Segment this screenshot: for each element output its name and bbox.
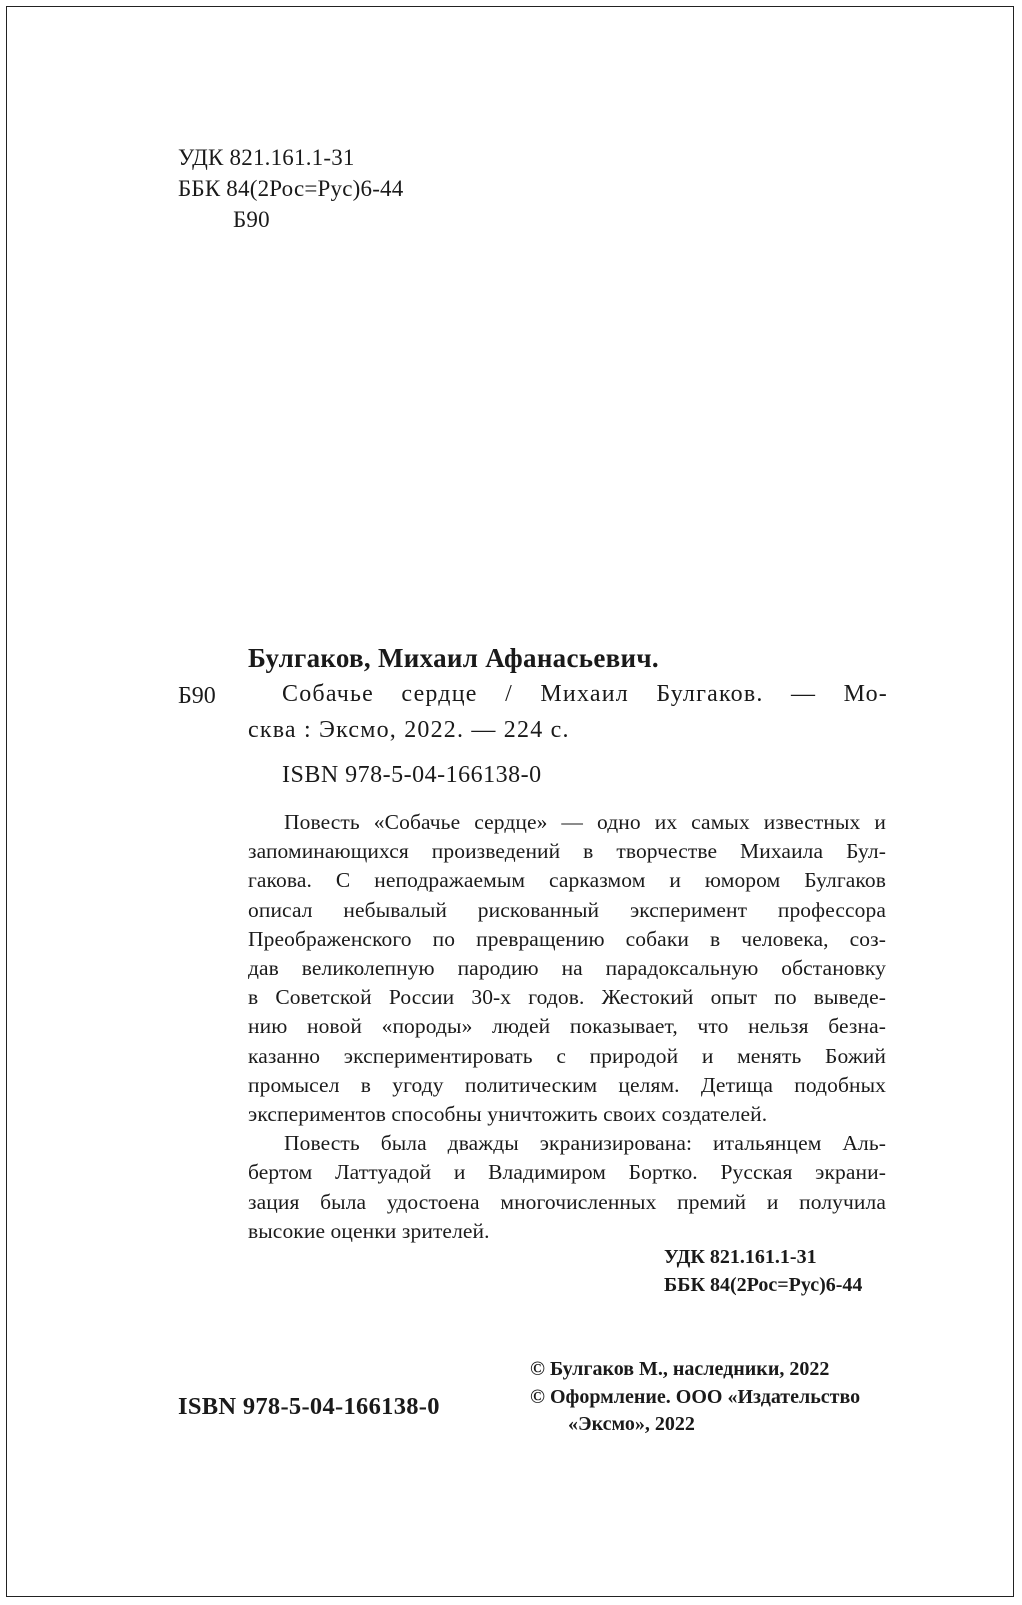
card-author-mark: Б90 xyxy=(178,683,216,709)
annotation-line: Преображенского по превращению собаки в человека, соз- xyxy=(248,926,886,951)
udk-code: УДК 821.161.1-31 xyxy=(664,1246,817,1268)
annotation-line: в Советской России 30-х годов. Жестокий опыт по выведе- xyxy=(248,985,886,1010)
bibliographic-line: Собачье сердце / Михаил Булгаков. — Мо- xyxy=(282,681,888,707)
author-mark: Б90 xyxy=(233,207,270,232)
annotation-line: бертом Латтуадой и Владимиром Бортко. Русская экрани- xyxy=(248,1160,886,1185)
bbk-code: ББК 84(2Рос=Рус)6-44 xyxy=(664,1274,863,1296)
bibliographic-line: сква : Эксмо, 2022. — 224 с. xyxy=(248,717,570,743)
copyright-block xyxy=(530,1356,860,1439)
udk-code: УДК 821.161.1-31 xyxy=(178,145,355,170)
page-border xyxy=(6,6,1014,1597)
annotation-line: промысел в угоду политическим целям. Детища подобных xyxy=(248,1072,886,1097)
annotation xyxy=(248,808,886,1246)
isbn-footer: ISBN 978-5-04-166138-0 xyxy=(178,1393,440,1420)
annotation-line: Повесть была дважды экранизирована: итальянцем Аль- xyxy=(284,1131,886,1156)
annotation-line: зация была удостоена многочисленных премий и получила xyxy=(248,1189,886,1214)
annotation-line: гакова. С неподражаемым сарказмом и юмором Булгаков xyxy=(248,868,886,893)
annotation-line: экспериментов способны уничтожить своих создателей. xyxy=(248,1102,768,1127)
catalog-card xyxy=(248,640,888,793)
author-heading: Булгаков, Михаил Афанасьевич. xyxy=(248,643,659,673)
annotation-line: Повесть «Собачье сердце» — одно их самых известных и xyxy=(284,810,886,834)
classification-top xyxy=(178,142,403,235)
annotation-line: казанно экспериментировать с природой и менять Божий xyxy=(248,1043,886,1068)
annotation-line: дав великолепную пародию на парадоксальную обстановку xyxy=(248,956,886,981)
copyright-line: © Оформление. ООО «Издательство xyxy=(530,1385,861,1408)
annotation-line: нию новой «породы» людей показывает, что нельзя безна- xyxy=(248,1014,886,1039)
copyright-line: «Эксмо», 2022 xyxy=(568,1413,695,1435)
card-isbn: ISBN 978-5-04-166138-0 xyxy=(282,762,542,788)
annotation-line: высокие оценки зрителей. xyxy=(248,1218,490,1243)
annotation-line: описал небывалый рискованный эксперимент профессора xyxy=(248,897,886,922)
classification-bottom xyxy=(664,1243,862,1299)
annotation-line: запоминающихся произведений в творчестве Михаила Бул- xyxy=(248,839,886,864)
bbk-code: ББК 84(2Рос=Рус)6-44 xyxy=(178,176,404,201)
copyright-line: © Булгаков М., наследники, 2022 xyxy=(530,1358,830,1380)
